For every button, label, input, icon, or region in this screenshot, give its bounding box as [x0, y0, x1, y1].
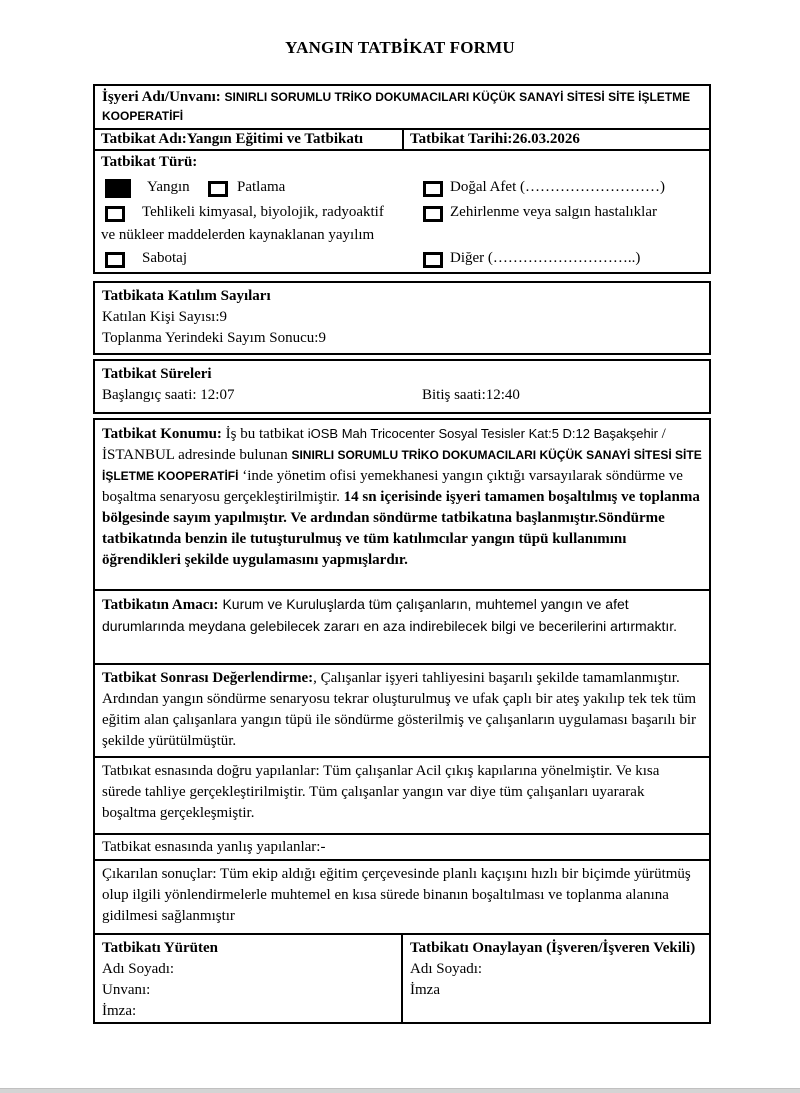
- window-bottom-edge: [0, 1088, 800, 1093]
- checkbox-tehlikeli-icon: [105, 206, 125, 222]
- option-tehlikeli: Tehlikeli kimyasal, biyolojik, radyoaktif: [142, 204, 384, 220]
- start-time: Başlangıç saati: 12:07: [102, 387, 235, 403]
- conclusions-section: Çıkarılan sonuçlar: Tüm ekip aldığı eğitim çerçevesinde planlı kaçışını hızlı bir biçimde yürütmüş olup ilgili yönlendirmelerle muhtemel en kısa sürede binanın boşaltılması ve toplanma alanına gidilmesi sağlanmıştır: [95, 859, 709, 933]
- evaluation-label: Tatbikat Sonrası Değerlendirme:: [102, 670, 314, 686]
- workplace-name: SINIRLI SORUMLU TRİKO DOKUMACILARI KÜÇÜK SANAYİ SİTESİ SİTE İŞLETME KOOPERATİFİ: [102, 90, 691, 123]
- purpose-label: Tatbikatın Amacı:: [102, 597, 219, 613]
- signatures-row: [95, 933, 709, 1022]
- option-dogal-afet: Doğal Afet (………………………): [450, 179, 665, 195]
- approver-title: Tatbikatı Onaylayan (İşveren/İşveren Vekili): [410, 940, 696, 956]
- duration-section: [93, 359, 711, 414]
- form-title: YANGIN TATBİKAT FORMU: [285, 38, 515, 57]
- option-patlama: Patlama: [237, 179, 286, 195]
- checkbox-zehirlenme-icon: [423, 206, 443, 222]
- location-mid2: ‘inde yönetim ofisi yemekhanesi yangın çıktığı varsayılarak söndürme ve boşaltma senaryosu gerçekleştirilmiştir.: [102, 468, 683, 505]
- conductor-sign-label: İmza:: [102, 1003, 137, 1019]
- evaluation-section: [95, 663, 709, 756]
- participation-title: Tatbikata Katılım Sayıları: [102, 288, 271, 304]
- workplace-label: İşyeri Adı/Unvanı:: [102, 89, 225, 105]
- duration-title: Tatbikat Süreleri: [102, 366, 212, 382]
- report-table: [93, 418, 711, 1024]
- location-company: SINIRLI SORUMLU TRİKO DOKUMACILARI KÜÇÜK SANAYİ SİTESİ SİTE İŞLETME KOOPERATİFİ: [102, 448, 702, 483]
- option-tehlikeli-continuation: ve nükleer maddelerden kaynaklanan yayılım: [101, 227, 375, 243]
- evaluation-text: , Çalışanlar işyeri tahliyesini başarılı şekilde tamamlanmıştır. Ardından yangın söndürme senaryosu tekrar oluşturulmuş ve ufak çaplı bir ateş yakılıp tek tek tüm eğitim alan çalışanlara yangın tüpü ile söndürme gösterilmiş ve çalışanların uygulaması başarılı bir şekilde yürütülmüştür.: [102, 670, 697, 749]
- participant-count: Katılan Kişi Sayısı:9: [102, 309, 227, 325]
- checkbox-patlama-icon: [208, 181, 228, 197]
- conductor-role-label: Unvanı:: [102, 982, 151, 998]
- done-wrong-section: Tatbikat esnasında yanlış yapılanlar:-: [95, 833, 709, 859]
- checkbox-diger-icon: [423, 252, 443, 268]
- assembly-count: Toplanma Yerindeki Sayım Sonucu:9: [102, 330, 326, 346]
- location-mid1: /İSTANBUL adresinde bulunan: [102, 426, 666, 463]
- purpose-section: [95, 589, 709, 663]
- participation-section: [93, 281, 711, 355]
- drill-type-label: Tatbikat Türü:: [101, 154, 198, 170]
- location-section: [95, 420, 709, 589]
- drill-type-section: [95, 149, 709, 272]
- option-yangin: Yangın: [147, 179, 190, 195]
- header-table: [93, 84, 711, 274]
- conductor-cell: [95, 935, 403, 1022]
- drill-name: Tatbikat Adı:Yangın Eğitimi ve Tatbikatı: [95, 130, 404, 149]
- location-bold-tail: 14 sn içerisinde işyeri tamamen boşaltılmış ve toplanma bölgesinde sayım yapılmıştır. Ve ardından söndürme tatbikatına başlanmıştır.Söndürme tatbikatında benzin ile tutuşturulmuş ve tüm katılımcılar yangın tüpü kullanımını öğrendikleri şekilde uygulamasını yapmışlardır.: [102, 489, 700, 568]
- done-right-section: Tatbıkat esnasında doğru yapılanlar: Tüm çalışanlar Acil çıkış kapılarına yönelmiştir. Ve kısa sürede tahliye gerçekleştirilmiştir. Tüm çalışanlar yangın var diye tüm çalışanları uyararak boşaltma gerçekleşmiştir.: [95, 756, 709, 833]
- checkbox-dogal-afet-icon: [423, 181, 443, 197]
- conductor-name-label: Adı Soyadı:: [102, 961, 175, 977]
- purpose-text: Kurum ve Kuruluşlarda tüm çalışanların, muhtemel yangın ve afet durumlarında meydana gelebilecek zararı en aza indirebilecek bilgi ve becerilerini artırmaktır.: [102, 596, 678, 634]
- option-zehirlenme: Zehirlenme veya salgın hastalıklar: [450, 204, 658, 220]
- drill-date: Tatbikat Tarihi:26.03.2026: [410, 131, 580, 147]
- checkbox-yangin-icon: [105, 179, 131, 198]
- form-body: [93, 84, 711, 1024]
- approver-cell: [403, 935, 709, 1022]
- option-diger: Diğer (………………………..): [450, 250, 641, 266]
- approver-sign-label: İmza: [410, 982, 440, 998]
- end-time: Bitiş saati:12:40: [422, 387, 520, 403]
- location-intro: İş bu tatbikat: [221, 426, 308, 442]
- location-address: iOSB Mah Tricocenter Sosyal Tesisler Kat:5 D:12 Başakşehir: [307, 426, 658, 441]
- checkbox-sabotaj-icon: [105, 252, 125, 268]
- workplace-row: [95, 86, 709, 128]
- option-sabotaj: Sabotaj: [142, 250, 187, 266]
- approver-name-label: Adı Soyadı:: [410, 961, 483, 977]
- conductor-title: Tatbikatı Yürüten: [102, 940, 219, 956]
- drill-name-date-row: [95, 128, 709, 149]
- location-label: Tatbikat Konumu:: [102, 426, 222, 442]
